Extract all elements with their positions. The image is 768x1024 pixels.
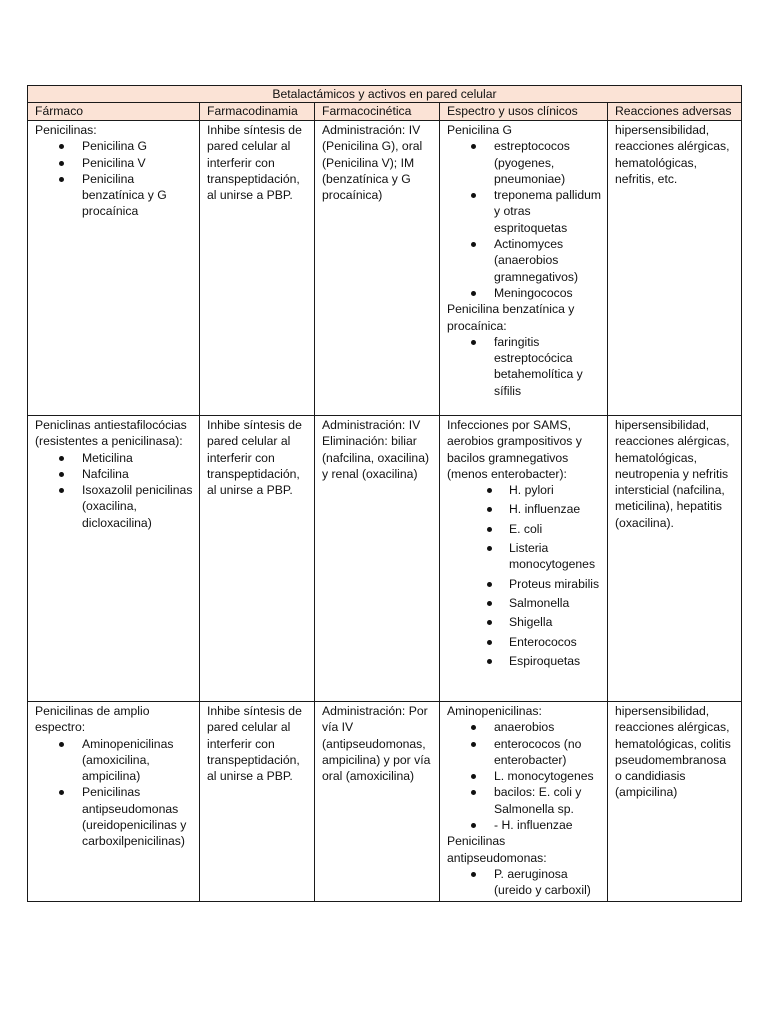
- list-item: Actinomyces (anaerobios gramnegativos): [447, 236, 602, 285]
- list-item: Penicilina benzatínica y G procaínica: [35, 171, 194, 220]
- spectrum-cell: [440, 702, 608, 902]
- list-item: treponema pallidum y otras espritoquetas: [447, 187, 602, 236]
- drug-table: [27, 85, 742, 902]
- spectrum-list-2: [447, 334, 602, 399]
- spectrum-heading-2: Penicilina benzatínica y procaínica:: [447, 302, 575, 333]
- list-item: Salmonella: [447, 595, 602, 611]
- spectrum-list-2: [447, 866, 602, 899]
- list-item: - H. influenzae: [447, 817, 602, 833]
- spectrum-list: [447, 719, 602, 833]
- drug-heading: Penicilinas:: [35, 123, 97, 137]
- list-item: faringitis estreptocócica betahemolítica y sífilis: [447, 334, 602, 399]
- list-item: Proteus mirabilis: [447, 576, 602, 592]
- list-item: bacilos: E. coli y Salmonella sp.: [447, 784, 602, 817]
- column-header-drug: Fármaco: [28, 103, 200, 121]
- list-item: Penicilina G: [35, 138, 194, 154]
- spectrum-heading: Aminopenicilinas:: [447, 704, 542, 718]
- list-item: L. monocytogenes: [447, 768, 602, 784]
- spectrum-heading: Penicilina G: [447, 123, 513, 137]
- list-item: estreptococos (pyogenes, pneumoniae): [447, 138, 602, 187]
- list-item: E. coli: [447, 521, 602, 537]
- drug-list: [35, 736, 194, 850]
- spectrum-heading: Infecciones por SAMS, aerobios grampositivos y bacilos gramnegativos (menos enterobacter):: [447, 418, 582, 481]
- adverse-cell: hipersensibilidad, reacciones alérgicas, hematológicas, colitis pseudomembranosa o candidiasis (ampicilina): [608, 702, 742, 902]
- list-item: Isoxazolil penicilinas (oxacilina, dicloxacilina): [35, 482, 194, 531]
- list-item: H. pylori: [447, 482, 602, 498]
- spectrum-list: [447, 482, 602, 669]
- list-item: Shigella: [447, 614, 602, 630]
- list-item: Enterococos: [447, 634, 602, 650]
- pharmacokinetics-cell: Administración: Por vía IV (antipseudomonas, ampicilina) y por vía oral (amoxicilina): [315, 702, 440, 902]
- list-item: H. influenzae: [447, 501, 602, 517]
- drug-cell: [28, 416, 200, 702]
- spectrum-cell: [440, 121, 608, 416]
- drug-heading: Peniclinas antiestafilocócias (resistentes a penicilinasa):: [35, 418, 187, 449]
- list-item: Aminopenicilinas (amoxicilina, ampicilina): [35, 736, 194, 785]
- table-row: [28, 702, 742, 902]
- pharmacokinetics-cell: Administración: IV Eliminación: biliar (nafcilina, oxacilina) y renal (oxacilina): [315, 416, 440, 702]
- adverse-cell: hipersensibilidad, reacciones alérgicas, hematológicas, nefritis, etc.: [608, 121, 742, 416]
- pharmacodynamics-cell: Inhibe síntesis de pared celular al interferir con transpeptidación, al unirse a PBP.: [200, 121, 315, 416]
- drug-cell: [28, 702, 200, 902]
- table-title-row: [28, 86, 742, 103]
- column-header-adverse: Reacciones adversas: [608, 103, 742, 121]
- adverse-cell: hipersensibilidad, reacciones alérgicas, hematológicas, neutropenia y nefritis intersticial (nafcilina, meticilina), hepatitis (oxacilina).: [608, 416, 742, 702]
- list-item: Penicilina V: [35, 155, 194, 171]
- document-page: [27, 85, 741, 902]
- drug-cell: [28, 121, 200, 416]
- table-header-row: [28, 103, 742, 121]
- table-row: [28, 416, 742, 702]
- column-header-pharmacokinetics: Farmacocinética: [315, 103, 440, 121]
- pharmacodynamics-cell: Inhibe síntesis de pared celular al interferir con transpeptidación, al unirse a PBP.: [200, 702, 315, 902]
- column-header-spectrum: Espectro y usos clínicos: [440, 103, 608, 121]
- spectrum-cell: [440, 416, 608, 702]
- pharmacokinetics-cell: Administración: IV (Penicilina G), oral (Penicilina V); IM (benzatínica y G procaínica): [315, 121, 440, 416]
- list-item: enterococos (no enterobacter): [447, 736, 602, 769]
- list-item: Meningococos: [447, 285, 602, 301]
- list-item: Nafcilina: [35, 466, 194, 482]
- list-item: Meticilina: [35, 450, 194, 466]
- drug-list: [35, 450, 194, 531]
- column-header-pharmacodynamics: Farmacodinamia: [200, 103, 315, 121]
- list-item: anaerobios: [447, 719, 602, 735]
- table-row: [28, 121, 742, 416]
- spectrum-list: [447, 138, 602, 301]
- list-item: Listeria monocytogenes: [447, 540, 602, 573]
- table-title: Betalactámicos y activos en pared celular: [28, 86, 742, 103]
- list-item: P. aeruginosa (ureido y carboxil): [447, 866, 602, 899]
- drug-list: [35, 138, 194, 219]
- list-item: Penicilinas antipseudomonas (ureidopenicilinas y carboxilpenicilinas): [35, 784, 194, 849]
- spectrum-heading-2: Penicilinas antipseudomonas:: [447, 834, 547, 865]
- drug-heading: Penicilinas de amplio espectro:: [35, 704, 150, 735]
- list-item: Espiroquetas: [447, 653, 602, 669]
- pharmacodynamics-cell: Inhibe síntesis de pared celular al interferir con transpeptidación, al unirse a PBP.: [200, 416, 315, 702]
